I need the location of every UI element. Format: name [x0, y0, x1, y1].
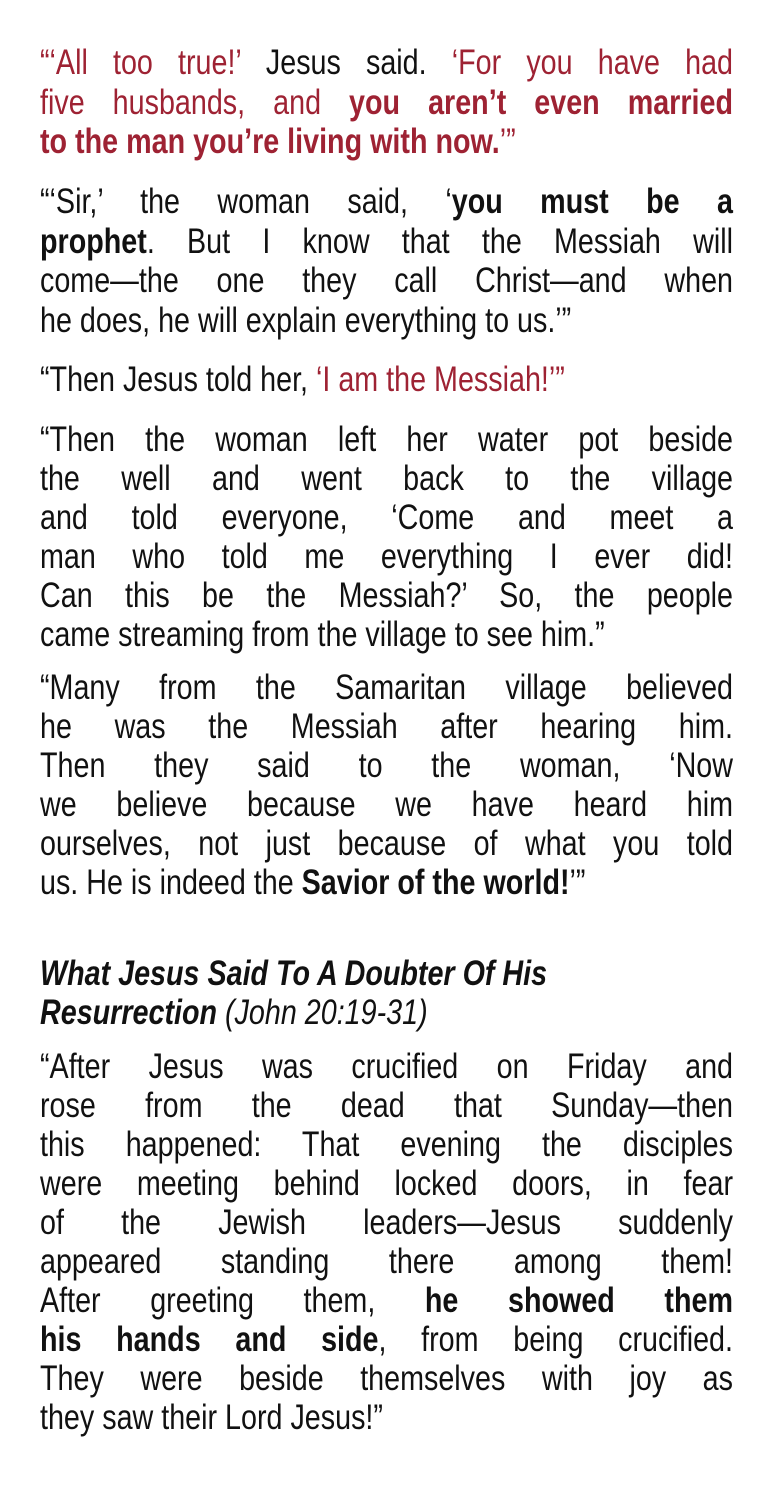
text-line	[40, 1398, 733, 1437]
text-line	[40, 122, 733, 162]
text-run: the well and went back to the village	[40, 459, 734, 498]
bold-text-run: you must be a	[451, 182, 734, 221]
text-run: they saw their Lord Jesus!”	[40, 1398, 383, 1437]
text-run: They were beside themselves with joy as	[40, 1359, 734, 1398]
text-line	[40, 615, 733, 654]
text-run: “Then the woman left her water pot beside	[40, 420, 734, 459]
text-run: “Many from the Samaritan village believed	[40, 668, 734, 707]
text-run: “After Jesus was crucified on Friday and	[40, 1047, 734, 1086]
text-run: came streaming from the village to see him.”	[40, 615, 605, 654]
text-run: and told everyone, ‘Come and meet a	[40, 498, 734, 537]
text-run: we believe because we have heard him	[40, 785, 733, 824]
text-run: (John 20:19-31)	[217, 992, 428, 1032]
text-line	[40, 746, 733, 785]
text-run: “Then Jesus told her,	[40, 360, 316, 399]
text-line	[40, 1125, 733, 1164]
text-line	[40, 785, 733, 824]
bold-text-run: What Jesus Said To A Doubter Of His	[40, 954, 548, 993]
red-text-run: “‘All too true!’	[40, 43, 241, 82]
text-line	[40, 360, 733, 400]
red-text-run: ‘For you have had	[451, 43, 733, 82]
red-text-run: ’”	[499, 122, 516, 161]
bold-text-run: Savior of the world!	[301, 863, 570, 902]
text-run: this happened: That evening the disciples	[40, 1125, 734, 1164]
text-run: ’”	[569, 863, 586, 902]
red-text-run: to the man you’re living with now.	[40, 122, 500, 161]
text-line	[40, 668, 733, 707]
red-text-run: five husbands, and	[40, 82, 350, 122]
bold-text-run: prophet	[40, 221, 147, 261]
bold-text-run: he showed them	[424, 1281, 734, 1320]
text-line	[40, 863, 733, 902]
text-line	[40, 43, 733, 83]
text-run: appeared standing there among them!	[40, 1242, 734, 1281]
text-line	[40, 83, 733, 123]
red-text-run: ‘I am the Messiah!’”	[315, 360, 565, 399]
text-line	[40, 1086, 733, 1125]
text-run: rose from the dead that Sunday—then	[40, 1086, 734, 1125]
text-line	[40, 576, 733, 615]
text-run: After greeting them,	[40, 1281, 425, 1320]
text-run: come—the one they call Christ—and when	[40, 261, 733, 300]
paragraph	[40, 420, 733, 654]
paragraph	[40, 668, 733, 902]
text-line	[40, 459, 733, 498]
paragraph	[40, 43, 733, 162]
section-heading	[40, 955, 733, 1032]
text-line	[40, 1242, 733, 1281]
text-run: Jesus said.	[240, 43, 452, 82]
text-run: us. He is indeed the	[40, 863, 302, 902]
text-line	[40, 498, 733, 537]
text-line	[40, 955, 733, 994]
bold-text-run: his hands and side	[40, 1320, 379, 1359]
text-line	[40, 182, 733, 222]
text-line	[40, 1281, 733, 1320]
text-run: were meeting behind locked doors, in fear	[40, 1164, 734, 1203]
red-text-run: you aren’t even married	[349, 82, 733, 122]
text-run: , from being crucified.	[378, 1320, 733, 1359]
paragraph	[40, 182, 733, 340]
text-run: he does, he will explain everything to us.’”	[40, 300, 572, 340]
text-run: of the Jewish leaders—Jesus suddenly	[40, 1203, 733, 1242]
paragraph	[40, 1047, 733, 1437]
text-line	[40, 420, 733, 459]
text-run: he was the Messiah after hearing him.	[40, 707, 734, 746]
text-line	[40, 1359, 733, 1398]
text-run: . But I know that the Messiah will	[146, 221, 734, 261]
text-run: ourselves, not just because of what you told	[40, 824, 734, 863]
text-run: man who told me everything I ever did!	[40, 537, 734, 576]
text-line	[40, 1164, 733, 1203]
text-line	[40, 824, 733, 863]
text-line	[40, 1203, 733, 1242]
bold-text-run: Resurrection	[40, 992, 218, 1032]
text-line	[40, 707, 733, 746]
text-line	[40, 994, 733, 1033]
text-line	[40, 222, 733, 262]
text-run: Can this be the Messiah?’ So, the people	[40, 576, 734, 615]
text-run: Then they said to the woman, ‘Now	[40, 746, 734, 785]
text-line	[40, 301, 733, 341]
text-line	[40, 537, 733, 576]
text-run: “‘Sir,’ the woman said, ‘	[40, 182, 452, 221]
text-line	[40, 1047, 733, 1086]
paragraph	[40, 360, 733, 400]
text-line	[40, 1320, 733, 1359]
text-line	[40, 261, 733, 301]
